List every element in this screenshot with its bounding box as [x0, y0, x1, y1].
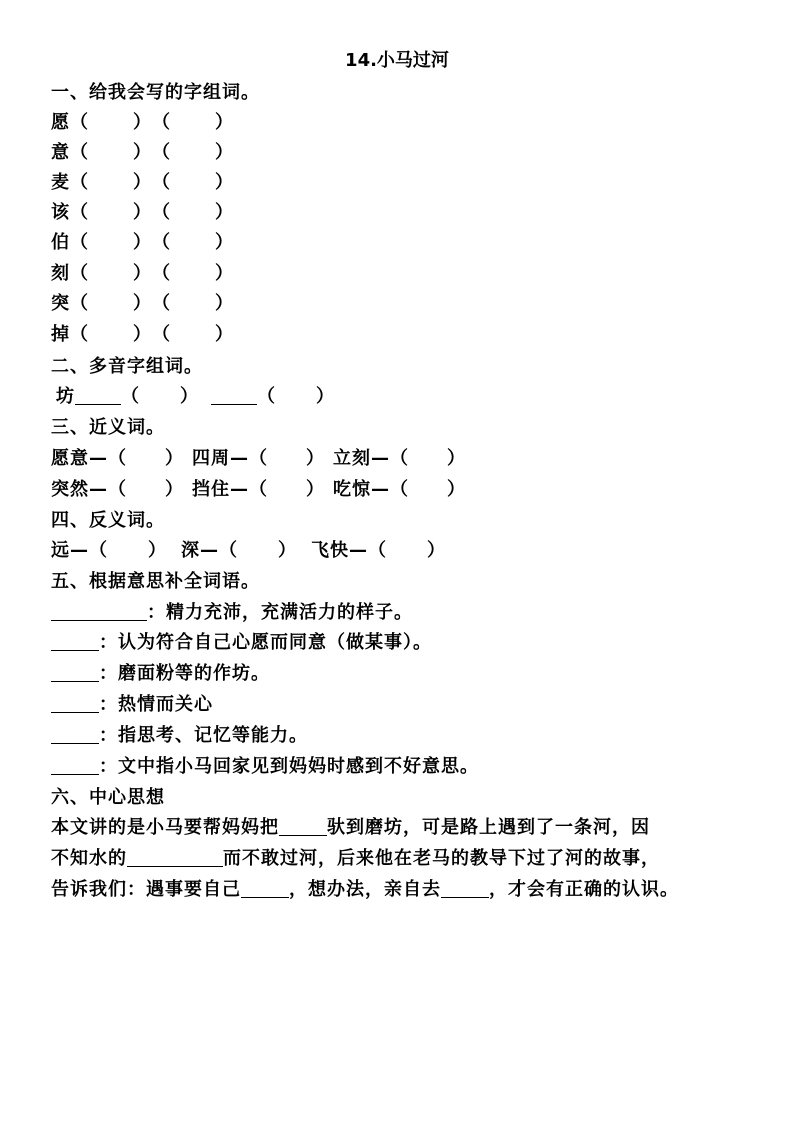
answer-blank[interactable] — [51, 630, 99, 651]
summary-line: 不知水的 而不敢过河，后来他在老马的教导下过了河的故事， — [51, 848, 660, 869]
synonym-item: 四周— — [192, 448, 249, 469]
char: 愿 — [51, 112, 70, 133]
synonym-item: 吃惊— — [333, 479, 390, 500]
char: 刻 — [51, 263, 70, 284]
answer-blank[interactable] — [51, 754, 99, 775]
char-row: 该（ ）（ ） — [51, 202, 234, 223]
synonym-item: 挡住— — [192, 479, 249, 500]
section-3-heading: 三、近义词。 — [51, 417, 165, 438]
antonym-item: 飞快— — [311, 540, 368, 561]
section-5-heading: 五、根据意思补全词语。 — [51, 571, 260, 592]
char: 坊 — [56, 386, 75, 407]
char: 伯 — [51, 232, 70, 253]
char-row: 愿（ ）（ ） — [51, 112, 234, 133]
char-row: 掉（ ）（ ） — [51, 324, 234, 345]
antonym-item: 远— — [51, 540, 89, 561]
char: 掉 — [51, 324, 70, 345]
section-1-heading: 一、给我会写的字组词。 — [51, 82, 260, 103]
synonym-item: 立刻— — [333, 448, 390, 469]
synonym-item: 愿意— — [51, 448, 108, 469]
definition-text: ：磨面粉等的作坊。 — [99, 663, 270, 684]
answer-blank[interactable] — [75, 384, 121, 405]
char-row: 麦（ ）（ ） — [51, 172, 234, 193]
char-row: 刻（ ）（ ） — [51, 263, 234, 284]
definition-text: ：精力充沛，充满活力的样子。 — [147, 602, 413, 623]
char: 该 — [51, 202, 70, 223]
section-6-heading: 六、中心思想 — [51, 787, 165, 808]
definition-row — [51, 598, 413, 628]
definition-row — [51, 690, 213, 720]
antonym-row: 远—（ ） 深—（ ） 飞快—（ ） — [51, 540, 446, 561]
char-row: 突（ ）（ ） — [51, 293, 234, 314]
answer-blank[interactable] — [127, 846, 223, 867]
answer-blank[interactable] — [51, 723, 99, 744]
summary-line: 告诉我们：遇事要自己 ，想办法，亲自去 ，才会有正确的认识。 — [51, 879, 679, 900]
definition-text: ：热情而关心 — [99, 694, 213, 715]
answer-blank[interactable] — [279, 815, 327, 836]
synonym-row: 突然—（ ） 挡住—（ ） 吃惊—（ ） — [51, 479, 466, 500]
answer-blank[interactable] — [51, 692, 99, 713]
synonym-item: 突然— — [51, 479, 108, 500]
answer-blank[interactable] — [51, 661, 99, 682]
definition-text: ：文中指小马回家见到妈妈时感到不好意思。 — [99, 756, 479, 777]
summary-line: 本文讲的是小马要帮妈妈把 驮到磨坊，可是路上遇到了一条河，因 — [51, 817, 650, 838]
polyphone-row: 坊 （ ） （ ） — [56, 386, 335, 407]
char-row: 意（ ）（ ） — [51, 142, 234, 163]
char: 麦 — [51, 172, 70, 193]
synonym-row: 愿意—（ ） 四周—（ ） 立刻—（ ） — [51, 448, 466, 469]
definition-row — [51, 659, 270, 689]
char: 意 — [51, 142, 70, 163]
char: 突 — [51, 293, 70, 314]
answer-blank[interactable] — [441, 877, 489, 898]
definition-text: ：指思考、记忆等能力。 — [99, 725, 308, 746]
definition-row — [51, 752, 479, 782]
definition-row — [51, 628, 432, 658]
answer-blank[interactable] — [51, 600, 147, 621]
char-row: 伯（ ）（ ） — [51, 232, 234, 253]
section-4-heading: 四、反义词。 — [51, 510, 165, 531]
answer-blank[interactable] — [241, 877, 289, 898]
definition-text: ：认为符合自己心愿而同意（做某事）。 — [99, 632, 432, 653]
definition-row — [51, 721, 308, 751]
page-title: 14.小马过河 — [345, 50, 449, 71]
section-2-heading: 二、多音字组词。 — [51, 356, 203, 377]
answer-blank[interactable] — [211, 384, 257, 405]
antonym-item: 深— — [181, 540, 219, 561]
